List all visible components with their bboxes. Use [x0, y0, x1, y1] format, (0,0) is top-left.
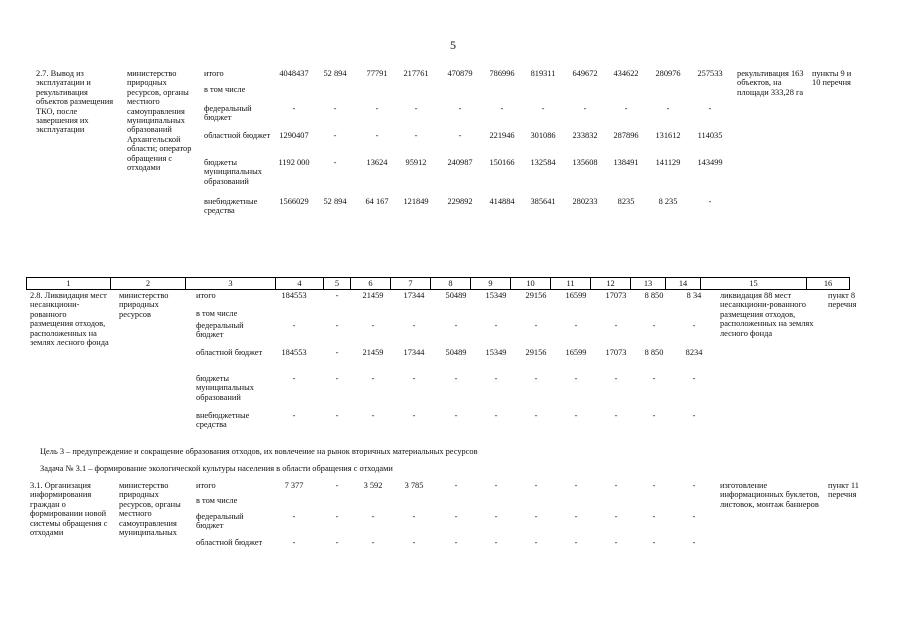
value-cell: -: [494, 321, 498, 330]
block28-point: пункт 8 перечня: [828, 291, 857, 310]
value-cell: -: [335, 321, 339, 330]
value-cell: 257533: [697, 69, 723, 78]
value-cell: 13624: [366, 158, 388, 167]
value-cell: 16599: [565, 291, 587, 300]
value-cell: -: [541, 104, 545, 113]
col-header: 2: [111, 278, 186, 289]
value-cell: 4048437: [279, 69, 309, 78]
value-cell: -: [534, 321, 538, 330]
value-cell: 64 167: [365, 197, 389, 206]
value-cell: -: [652, 321, 656, 330]
block28-executor: министерство природных ресурсов: [119, 291, 169, 319]
value-cell: -: [692, 374, 696, 383]
value-cell: -: [534, 411, 538, 420]
value-cell: -: [614, 374, 618, 383]
block31-title: 3.1. Организация информирования граждан о формировании новой системы обращения с отходами: [30, 481, 108, 538]
value-cell: -: [574, 321, 578, 330]
value-cell: -: [292, 104, 296, 113]
value-cell: 29156: [525, 348, 547, 357]
value-cell: 52 894: [323, 69, 347, 78]
value-cell: -: [454, 512, 458, 521]
block27-result: рекультивация 163 объектов, на площади 333,28 га: [737, 69, 804, 97]
value-cell: -: [414, 131, 418, 140]
value-cell: 17344: [403, 348, 425, 357]
value-cell: 3 785: [404, 481, 424, 490]
value-cell: 434622: [613, 69, 639, 78]
value-cell: -: [333, 104, 337, 113]
value-cell: -: [614, 321, 618, 330]
value-cell: -: [458, 104, 462, 113]
value-cell: 8 850: [644, 348, 664, 357]
value-cell: 15349: [485, 291, 507, 300]
page-number: 5: [450, 38, 456, 52]
value-cell: 1566029: [279, 197, 309, 206]
value-cell: 21459: [362, 348, 384, 357]
value-cell: 135608: [572, 158, 598, 167]
row-label: федеральный бюджет: [204, 104, 252, 123]
value-cell: -: [574, 481, 578, 490]
value-cell: -: [494, 374, 498, 383]
value-cell: 184553: [281, 291, 307, 300]
value-cell: -: [574, 411, 578, 420]
value-cell: -: [708, 104, 712, 113]
value-cell: 1192 000: [278, 158, 310, 167]
value-cell: 141129: [655, 158, 681, 167]
value-cell: -: [371, 321, 375, 330]
col-header: 5: [324, 278, 351, 289]
value-cell: -: [335, 374, 339, 383]
value-cell: -: [652, 411, 656, 420]
value-cell: -: [412, 374, 416, 383]
value-cell: 414884: [489, 197, 515, 206]
value-cell: -: [292, 374, 296, 383]
col-header: 16: [823, 279, 833, 288]
value-cell: -: [624, 104, 628, 113]
value-cell: -: [708, 197, 712, 206]
value-cell: 95912: [405, 158, 427, 167]
row-label: бюджеты муниципальных образований: [204, 158, 262, 186]
value-cell: -: [454, 411, 458, 420]
value-cell: -: [412, 512, 416, 521]
col-header: 6: [351, 278, 391, 289]
value-cell: -: [371, 512, 375, 521]
value-cell: 114035: [697, 131, 723, 140]
goal-3-heading: Цель 3 – предупреждение и сокращение образования отходов, их вовлечение на рынок вторичных материальных ресурсов: [40, 447, 478, 456]
value-cell: -: [414, 104, 418, 113]
value-cell: 138491: [613, 158, 639, 167]
value-cell: 17344: [403, 291, 425, 300]
col-header: 9: [471, 278, 511, 289]
block31-executor: министерство природных ресурсов, органы местного самоуправления муниципальных: [119, 481, 181, 538]
row-label: итого: [196, 481, 216, 490]
value-cell: 470879: [447, 69, 473, 78]
row-label: областной бюджет: [204, 131, 271, 140]
value-cell: -: [335, 512, 339, 521]
col-header: 1: [27, 278, 111, 289]
value-cell: 217761: [403, 69, 429, 78]
value-cell: 280233: [572, 197, 598, 206]
value-cell: -: [534, 512, 538, 521]
value-cell: 819311: [530, 69, 556, 78]
value-cell: -: [692, 512, 696, 521]
value-cell: 649672: [572, 69, 598, 78]
value-cell: -: [574, 512, 578, 521]
block28-result: ликвидация 88 мест несанкциони-рованного размещения отходов, расположенных на землях лесного фонда: [720, 291, 814, 338]
value-cell: -: [652, 512, 656, 521]
value-cell: 16599: [565, 348, 587, 357]
value-cell: 1290407: [279, 131, 309, 140]
value-cell: 143499: [697, 158, 723, 167]
col-header: 12: [591, 278, 631, 289]
value-cell: -: [335, 411, 339, 420]
value-cell: -: [652, 374, 656, 383]
value-cell: 3 592: [363, 481, 383, 490]
value-cell: -: [292, 538, 296, 547]
col-header: 7: [391, 278, 431, 289]
value-cell: -: [534, 374, 538, 383]
value-cell: -: [652, 481, 656, 490]
row-label: федеральный бюджет: [196, 512, 244, 531]
value-cell: 221946: [489, 131, 515, 140]
block27-point: пункты 9 и 10 перечня: [812, 69, 852, 88]
value-cell: 7 377: [284, 481, 304, 490]
value-cell: 15349: [485, 348, 507, 357]
value-cell: 229892: [447, 197, 473, 206]
value-cell: -: [335, 291, 339, 300]
value-cell: -: [458, 131, 462, 140]
value-cell: -: [292, 512, 296, 521]
value-cell: -: [692, 538, 696, 547]
value-cell: -: [494, 481, 498, 490]
row-label: внебюджетные средства: [204, 197, 258, 216]
value-cell: 184553: [281, 348, 307, 357]
value-cell: 17073: [605, 348, 627, 357]
value-cell: -: [534, 538, 538, 547]
value-cell: 301086: [530, 131, 556, 140]
value-cell: -: [333, 131, 337, 140]
value-cell: -: [454, 321, 458, 330]
value-cell: -: [375, 104, 379, 113]
value-cell: -: [412, 321, 416, 330]
value-cell: -: [454, 374, 458, 383]
block27-executor: министерство природных ресурсов, органы местного самоуправления муниципальных образований Архангельской области; оператор обращения с отходами: [127, 69, 192, 173]
value-cell: -: [371, 538, 375, 547]
value-cell: 121849: [403, 197, 429, 206]
value-cell: -: [614, 538, 618, 547]
value-cell: -: [534, 481, 538, 490]
value-cell: -: [583, 104, 587, 113]
block27-title: 2.7. Вывод из эксплуатации и рекультивация объектов размещения ТКО, после завершения их эксплуатации: [36, 69, 114, 135]
row-label: бюджеты муниципальных образований: [196, 374, 254, 402]
value-cell: 8 850: [644, 291, 664, 300]
value-cell: -: [454, 538, 458, 547]
col-header: 4: [276, 278, 324, 289]
value-cell: -: [335, 348, 339, 357]
value-cell: -: [292, 411, 296, 420]
value-cell: 17073: [605, 291, 627, 300]
value-cell: -: [692, 411, 696, 420]
value-cell: -: [371, 374, 375, 383]
value-cell: -: [335, 481, 339, 490]
value-cell: 50489: [445, 291, 467, 300]
value-cell: 29156: [525, 291, 547, 300]
col-header: 10: [511, 278, 551, 289]
value-cell: 280976: [655, 69, 681, 78]
value-cell: -: [666, 104, 670, 113]
value-cell: -: [692, 321, 696, 330]
value-cell: -: [494, 411, 498, 420]
table-header-row: [26, 277, 850, 290]
value-cell: 8234: [685, 348, 703, 357]
value-cell: 131612: [655, 131, 681, 140]
value-cell: 240987: [447, 158, 473, 167]
value-cell: -: [292, 321, 296, 330]
row-label: в том числе: [196, 309, 238, 318]
col-header: 8: [431, 278, 471, 289]
value-cell: -: [371, 411, 375, 420]
col-header: 13: [631, 278, 666, 289]
value-cell: 233832: [572, 131, 598, 140]
value-cell: -: [494, 512, 498, 521]
value-cell: -: [375, 131, 379, 140]
value-cell: -: [614, 411, 618, 420]
col-header: 11: [551, 278, 591, 289]
value-cell: 786996: [489, 69, 515, 78]
value-cell: 150166: [489, 158, 515, 167]
value-cell: 132584: [530, 158, 556, 167]
row-label: внебюджетные средства: [196, 411, 250, 430]
row-label: итого: [196, 291, 216, 300]
value-cell: 52 894: [323, 197, 347, 206]
value-cell: -: [412, 411, 416, 420]
value-cell: -: [574, 538, 578, 547]
value-cell: -: [500, 104, 504, 113]
value-cell: 385641: [530, 197, 556, 206]
col-header: 14: [666, 278, 701, 289]
value-cell: -: [574, 374, 578, 383]
row-label: итого: [204, 69, 224, 78]
value-cell: -: [494, 538, 498, 547]
row-label: областной бюджет: [196, 538, 263, 547]
value-cell: -: [454, 481, 458, 490]
row-label: в том числе: [204, 85, 246, 94]
value-cell: 287896: [613, 131, 639, 140]
value-cell: 8235: [617, 197, 635, 206]
row-label: федеральный бюджет: [196, 321, 244, 340]
value-cell: -: [652, 538, 656, 547]
col-header: 15: [701, 278, 807, 289]
value-cell: 8 235: [658, 197, 678, 206]
value-cell: -: [614, 481, 618, 490]
value-cell: 8 34: [686, 291, 702, 300]
value-cell: -: [333, 158, 337, 167]
task-3-1-heading: Задача № 3.1 – формирование экологической культуры населения в области обращения с отходами: [40, 464, 393, 473]
value-cell: 50489: [445, 348, 467, 357]
block31-point: пункт 11 перечня: [828, 481, 859, 500]
value-cell: 77791: [366, 69, 388, 78]
value-cell: -: [412, 538, 416, 547]
row-label: в том числе: [196, 496, 238, 505]
value-cell: -: [335, 538, 339, 547]
value-cell: -: [614, 512, 618, 521]
value-cell: 21459: [362, 291, 384, 300]
block31-result: изготовление информационных буклетов, листовок, монтаж баннеров: [720, 481, 820, 509]
value-cell: -: [692, 481, 696, 490]
block28-title: 2.8. Ликвидация мест несанкциони-рованного размещения отходов, расположенных на землях лесного фонда: [30, 291, 109, 348]
row-label: областной бюджет: [196, 348, 263, 357]
col-header: 3: [186, 278, 276, 289]
